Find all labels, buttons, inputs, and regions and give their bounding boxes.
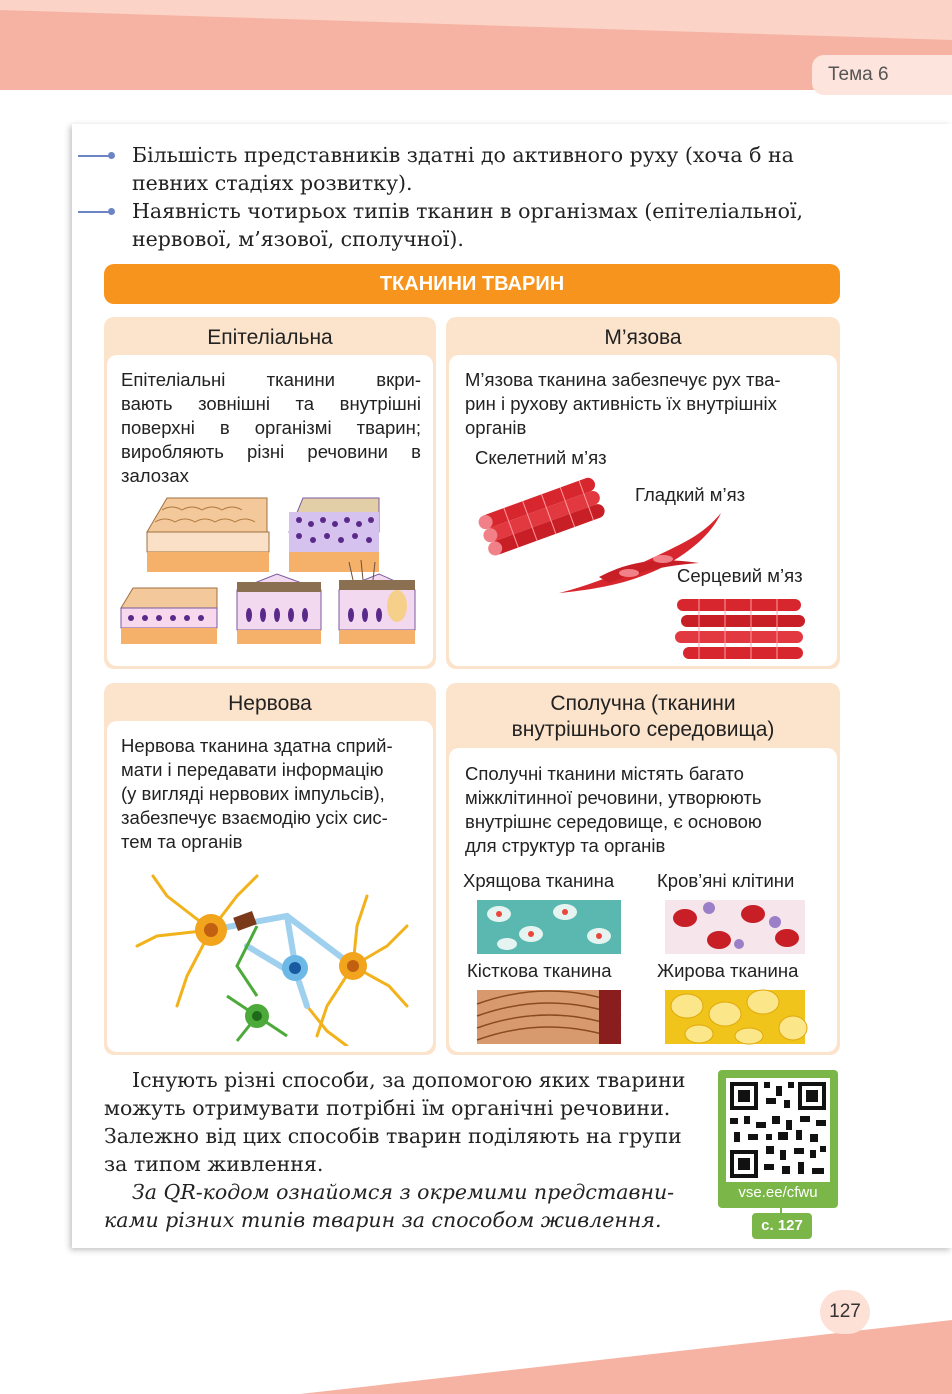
main-paragraph bbox=[104, 1066, 704, 1234]
panel-body bbox=[107, 355, 433, 666]
panel-nervous bbox=[104, 683, 436, 1055]
text-line: рин і рухову активність їх внутрішніх bbox=[465, 393, 777, 414]
text-line: органів bbox=[465, 417, 527, 438]
text-line: мати і передавати інформацію bbox=[121, 759, 384, 780]
title-line: Сполучна (тканини bbox=[550, 692, 736, 715]
label-fat: Жирова тканина bbox=[657, 960, 799, 981]
section-banner: ТКАНИНИ ТВАРИН bbox=[104, 264, 840, 304]
panel-title: Епітеліальна bbox=[207, 326, 333, 349]
text-line: забезпечує взаємодію усіх сис- bbox=[121, 807, 388, 828]
text-line: Нервова тканина здатна сприй- bbox=[121, 735, 393, 756]
qr-page-ref: с. 127 bbox=[752, 1213, 812, 1239]
italic-line: ками різних типів тварин за способом живлення. bbox=[104, 1208, 662, 1232]
label-skeletal-muscle: Скелетний м’яз bbox=[475, 447, 607, 468]
text-line: (у вигляді нервових імпульсів), bbox=[121, 783, 385, 804]
bullet-item bbox=[132, 197, 862, 253]
panel-text bbox=[121, 734, 426, 854]
panel-body bbox=[107, 721, 433, 1052]
neuron-illustration bbox=[107, 856, 433, 1046]
bullet-dot bbox=[108, 208, 115, 215]
bullet-item bbox=[132, 141, 862, 197]
label-cartilage: Хрящова тканина bbox=[463, 870, 615, 891]
theme-label: Тема 6 bbox=[812, 55, 952, 95]
text-line: виробляють різні речовини в bbox=[121, 441, 421, 462]
label-smooth-muscle: Гладкий м’яз bbox=[635, 484, 746, 505]
label-bone: Кісткова тканина bbox=[467, 960, 612, 981]
text-line: М’язова тканина забезпечує рух тва- bbox=[465, 369, 781, 390]
muscle-illustration bbox=[449, 465, 837, 665]
panel-text bbox=[465, 762, 825, 858]
para-line: Існують різні способи, за допомогою яких тварини bbox=[132, 1068, 686, 1092]
text-line: для структур та органів bbox=[465, 835, 666, 856]
bullet-line1: Більшість представників здатні до активного руху (хоча б на bbox=[132, 143, 794, 167]
para-line: можуть отримувати потрібні їм органічні речовини. bbox=[104, 1096, 671, 1120]
label-blood: Кров’яні клітини bbox=[657, 870, 795, 891]
panel-text bbox=[465, 368, 825, 440]
panel-body bbox=[449, 748, 837, 1052]
text-line: міжклітинної речовини, утворюють bbox=[465, 787, 762, 808]
panel-title: М’язова bbox=[604, 326, 682, 349]
bullet-dot bbox=[108, 152, 115, 159]
bottom-decorative-band bbox=[0, 1300, 952, 1394]
para-line: за типом живлення. bbox=[104, 1152, 324, 1176]
bullet-line1: Наявність чотирьох типів тканин в організмах (епітеліальної, bbox=[132, 199, 804, 223]
panel-muscle bbox=[446, 317, 840, 669]
text-line: залозах bbox=[121, 465, 189, 486]
bullet-line2: нервової, м’язової, сполучної). bbox=[132, 227, 464, 251]
bullet-line2: певних стадіях розвитку). bbox=[132, 171, 413, 195]
para-line: Залежно від цих способів тварин поділяють на групи bbox=[104, 1124, 682, 1148]
text-line: поверхні в організмі тварин; bbox=[121, 417, 421, 438]
panel-connective bbox=[446, 683, 840, 1055]
label-cardiac-muscle: Серцевий м’яз bbox=[677, 565, 803, 586]
epithelium-illustration bbox=[107, 490, 433, 665]
title-line: внутрішнього середовища) bbox=[511, 718, 775, 741]
qr-code-icon bbox=[726, 1078, 830, 1182]
text-line: Епітеліальні тканини вкри- bbox=[121, 369, 421, 390]
qr-code[interactable] bbox=[726, 1078, 830, 1182]
text-line: внутрішнє середовище, є основою bbox=[465, 811, 762, 832]
panel-epithelial bbox=[104, 317, 436, 669]
text-line: вають зовнішні та внутрішні bbox=[121, 393, 421, 414]
qr-code-box[interactable] bbox=[718, 1070, 838, 1208]
bullet-line bbox=[78, 155, 112, 157]
page-number: 127 bbox=[820, 1290, 870, 1334]
italic-line: За QR-кодом ознайомся з окремими представни- bbox=[132, 1180, 675, 1204]
top-band-shape bbox=[0, 0, 952, 90]
panel-body bbox=[449, 355, 837, 666]
qr-url[interactable]: vse.ee/cfwu bbox=[738, 1184, 818, 1201]
bullet-line bbox=[78, 211, 112, 213]
text-line: Сполучні тканини містять багато bbox=[465, 763, 744, 784]
panel-title: Нервова bbox=[228, 692, 312, 715]
panel-title bbox=[446, 691, 840, 743]
text-line: тем та органів bbox=[121, 831, 243, 852]
panel-text bbox=[121, 368, 421, 488]
